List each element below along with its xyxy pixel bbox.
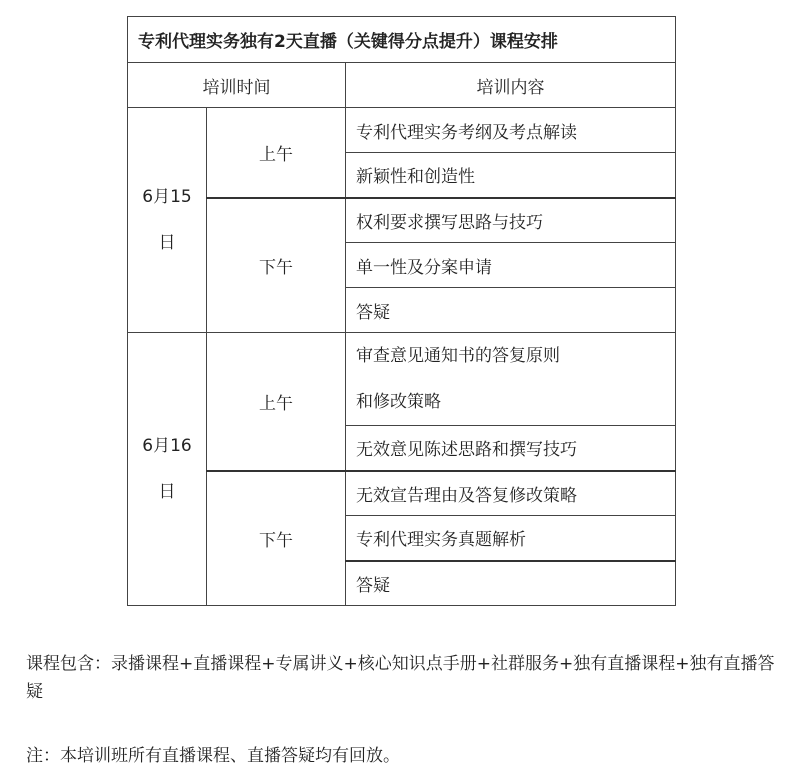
date-line: 日 bbox=[158, 233, 176, 253]
header-training-content: 培训内容 bbox=[346, 63, 676, 108]
course-item: 权利要求撰写思路与技巧 bbox=[346, 198, 676, 243]
course-item: 无效宣告理由及答复修改策略 bbox=[346, 471, 676, 516]
period-cell: 下午 bbox=[207, 471, 346, 606]
course-item: 无效意见陈述思路和撰写技巧 bbox=[346, 426, 676, 471]
course-item: 答疑 bbox=[346, 561, 676, 606]
date-line: 6月15 bbox=[142, 187, 192, 207]
date-line: 日 bbox=[158, 482, 176, 502]
period-cell: 上午 bbox=[207, 333, 346, 471]
replay-note-text: 注：本培训班所有直播课程、直播答疑均有回放。 bbox=[26, 746, 400, 766]
notes-section bbox=[26, 650, 786, 770]
course-item: 答疑 bbox=[346, 288, 676, 333]
course-item-line: 审查意见通知书的答复原则 bbox=[356, 346, 560, 366]
date-cell-day1 bbox=[128, 108, 207, 333]
course-item: 单一性及分案申请 bbox=[346, 243, 676, 288]
period-cell: 下午 bbox=[207, 198, 346, 333]
course-item: 专利代理实务真题解析 bbox=[346, 516, 676, 561]
course-item bbox=[346, 333, 676, 426]
course-item: 新颖性和创造性 bbox=[346, 153, 676, 198]
course-schedule-table bbox=[127, 16, 676, 606]
header-training-time: 培训时间 bbox=[128, 63, 346, 108]
course-item: 专利代理实务考纲及考点解读 bbox=[346, 108, 676, 153]
date-cell-day2 bbox=[128, 333, 207, 606]
period-cell: 上午 bbox=[207, 108, 346, 198]
course-item-line: 和修改策略 bbox=[356, 392, 441, 412]
course-includes-text: 课程包含：录播课程+直播课程+专属讲义+核心知识点手册+社群服务+独有直播课程+独有直播答疑 bbox=[26, 654, 775, 702]
table-title: 专利代理实务独有2天直播（关键得分点提升）课程安排 bbox=[128, 17, 676, 63]
date-line: 6月16 bbox=[142, 436, 192, 456]
